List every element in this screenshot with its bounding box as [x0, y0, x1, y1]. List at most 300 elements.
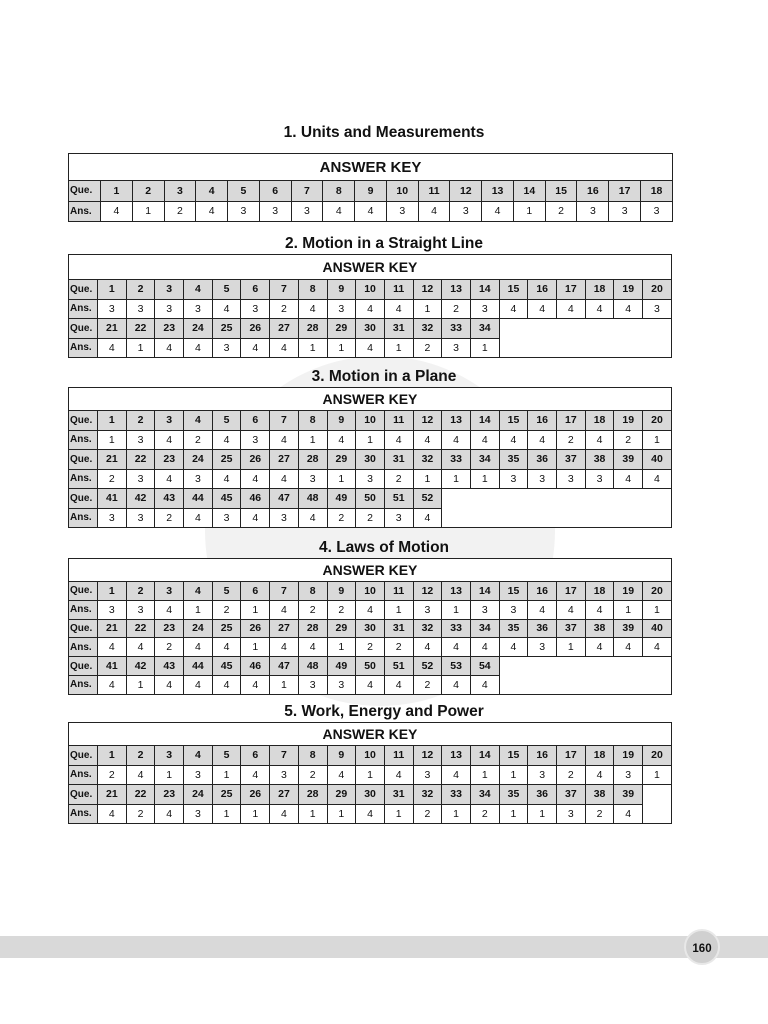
answer-cell: 4 — [356, 600, 385, 619]
question-number-cell: 30 — [356, 619, 385, 638]
answer-cell: 1 — [98, 430, 127, 450]
question-number-cell: 26 — [241, 450, 270, 470]
question-number-cell: 4 — [184, 582, 213, 601]
question-row-label: Que. — [69, 746, 98, 766]
question-number-cell: 35 — [499, 619, 528, 638]
question-number-cell: 9 — [355, 181, 387, 202]
question-number-cell: 51 — [384, 489, 413, 509]
answer-cell: 4 — [585, 765, 614, 785]
answer-cell: 1 — [270, 675, 299, 694]
question-row — [69, 319, 672, 339]
question-number-cell: 4 — [196, 181, 228, 202]
answer-cell: 3 — [184, 469, 213, 489]
answer-cell: 2 — [212, 600, 241, 619]
question-number-cell: 15 — [499, 280, 528, 300]
question-number-cell: 38 — [585, 785, 614, 805]
question-number-cell: 38 — [585, 619, 614, 638]
answer-key-header: ANSWER KEY — [69, 559, 672, 582]
answer-cell: 4 — [98, 804, 127, 824]
answer-cell: 4 — [413, 508, 442, 528]
answer-cell: 1 — [557, 638, 586, 657]
answer-cell: 3 — [212, 508, 241, 528]
question-number-cell: 38 — [585, 450, 614, 470]
question-number-cell: 15 — [545, 181, 577, 202]
answer-cell: 1 — [442, 804, 471, 824]
question-number-cell: 17 — [557, 582, 586, 601]
question-number-cell: 31 — [384, 319, 413, 339]
answer-cell: 4 — [614, 804, 643, 824]
answer-cell: 3 — [499, 469, 528, 489]
question-number-cell: 28 — [298, 785, 327, 805]
answer-cell: 4 — [384, 299, 413, 319]
answer-cell: 4 — [614, 299, 643, 319]
answer-cell: 4 — [270, 430, 299, 450]
question-number-cell: 28 — [298, 619, 327, 638]
question-number-cell: 28 — [298, 319, 327, 339]
question-number-cell: 41 — [98, 657, 127, 676]
answer-cell: 2 — [356, 638, 385, 657]
answer-cell: 4 — [643, 638, 672, 657]
question-number-cell: 50 — [356, 489, 385, 509]
answer-cell: 4 — [184, 338, 213, 358]
answer-cell: 4 — [499, 299, 528, 319]
question-number-cell: 49 — [327, 657, 356, 676]
answer-cell: 3 — [126, 299, 155, 319]
answer-cell: 4 — [470, 675, 499, 694]
question-number-cell: 3 — [164, 181, 196, 202]
answer-cell: 4 — [557, 600, 586, 619]
answer-cell: 4 — [270, 638, 299, 657]
answer-cell: 3 — [470, 600, 499, 619]
answer-cell: 4 — [101, 201, 133, 222]
question-number-cell: 53 — [442, 657, 471, 676]
question-number-cell: 54 — [470, 657, 499, 676]
answer-cell: 4 — [384, 430, 413, 450]
answer-row-label: Ans. — [69, 765, 98, 785]
question-number-cell: 8 — [298, 280, 327, 300]
question-number-cell: 10 — [386, 181, 418, 202]
answer-cell: 1 — [126, 338, 155, 358]
answer-cell: 4 — [98, 675, 127, 694]
question-row-label: Que. — [69, 450, 98, 470]
answer-cell: 1 — [643, 430, 672, 450]
question-number-cell: 26 — [241, 785, 270, 805]
question-number-cell: 14 — [513, 181, 545, 202]
answer-cell: 3 — [259, 201, 291, 222]
answer-cell: 4 — [356, 804, 385, 824]
question-number-cell: 5 — [212, 411, 241, 431]
question-number-cell: 7 — [291, 181, 323, 202]
question-row — [69, 411, 672, 431]
question-number-cell: 33 — [442, 319, 471, 339]
question-number-cell: 7 — [270, 746, 299, 766]
answer-cell: 3 — [641, 201, 673, 222]
answer-cell: 3 — [499, 600, 528, 619]
question-number-cell: 19 — [614, 280, 643, 300]
answer-cell: 4 — [155, 469, 184, 489]
question-number-cell: 14 — [470, 411, 499, 431]
question-row-label: Que. — [69, 657, 98, 676]
footer-bar — [0, 936, 768, 958]
question-number-cell: 17 — [557, 280, 586, 300]
question-number-cell: 9 — [327, 411, 356, 431]
question-number-cell: 6 — [241, 746, 270, 766]
section-title: 2. Motion in a Straight Line — [284, 235, 484, 252]
answer-cell: 1 — [327, 638, 356, 657]
answer-cell: 1 — [184, 600, 213, 619]
question-number-cell: 11 — [384, 746, 413, 766]
answer-cell: 3 — [228, 201, 260, 222]
answer-cell: 3 — [413, 765, 442, 785]
answer-cell: 2 — [356, 508, 385, 528]
question-number-cell: 25 — [212, 785, 241, 805]
answer-cell: 1 — [132, 201, 164, 222]
answer-cell: 4 — [614, 469, 643, 489]
question-number-cell: 45 — [212, 489, 241, 509]
answer-cell: 3 — [184, 804, 213, 824]
question-number-cell: 32 — [413, 319, 442, 339]
question-number-cell: 37 — [557, 619, 586, 638]
question-number-cell: 26 — [241, 319, 270, 339]
question-row — [69, 746, 672, 766]
question-number-cell: 17 — [557, 746, 586, 766]
question-number-cell: 20 — [643, 582, 672, 601]
question-number-cell: 8 — [298, 746, 327, 766]
answer-cell: 2 — [184, 430, 213, 450]
answer-cell: 4 — [184, 638, 213, 657]
answer-cell: 2 — [384, 469, 413, 489]
answer-cell: 4 — [298, 299, 327, 319]
question-number-cell: 24 — [184, 450, 213, 470]
answer-cell: 1 — [241, 600, 270, 619]
answer-key-table — [68, 153, 673, 222]
answer-cell: 4 — [327, 430, 356, 450]
question-number-cell: 13 — [442, 411, 471, 431]
answer-cell: 2 — [155, 638, 184, 657]
answer-cell: 4 — [418, 201, 450, 222]
question-number-cell: 30 — [356, 785, 385, 805]
answer-cell: 4 — [442, 765, 471, 785]
answer-cell: 2 — [327, 600, 356, 619]
question-number-cell: 3 — [155, 582, 184, 601]
answer-cell: 1 — [470, 469, 499, 489]
answer-cell: 3 — [356, 469, 385, 489]
question-number-cell: 20 — [643, 746, 672, 766]
question-number-cell: 42 — [126, 489, 155, 509]
answer-cell: 4 — [528, 430, 557, 450]
answer-cell: 1 — [499, 804, 528, 824]
question-number-cell: 10 — [356, 582, 385, 601]
answer-cell: 1 — [298, 430, 327, 450]
answer-cell: 3 — [609, 201, 641, 222]
answer-cell: 4 — [212, 638, 241, 657]
answer-cell: 1 — [327, 338, 356, 358]
question-number-cell: 7 — [270, 411, 299, 431]
answer-cell: 1 — [643, 600, 672, 619]
question-number-cell: 16 — [528, 280, 557, 300]
question-number-cell: 47 — [270, 489, 299, 509]
answer-cell: 3 — [528, 469, 557, 489]
question-number-cell: 15 — [499, 582, 528, 601]
answer-cell: 4 — [241, 469, 270, 489]
answer-cell: 3 — [270, 765, 299, 785]
question-row-label: Que. — [69, 619, 98, 638]
answer-cell: 4 — [155, 675, 184, 694]
question-row-label: Que. — [69, 489, 98, 509]
question-number-cell: 29 — [327, 785, 356, 805]
answer-cell: 4 — [212, 299, 241, 319]
answer-cell: 2 — [470, 804, 499, 824]
answer-row-label: Ans. — [69, 299, 98, 319]
question-number-cell: 49 — [327, 489, 356, 509]
answer-cell: 3 — [98, 600, 127, 619]
answer-cell: 4 — [585, 638, 614, 657]
question-number-cell: 40 — [643, 619, 672, 638]
answer-cell: 3 — [327, 675, 356, 694]
answer-cell: 1 — [241, 638, 270, 657]
question-row-label: Que. — [69, 181, 101, 202]
answer-cell: 4 — [585, 600, 614, 619]
answer-cell: 1 — [384, 600, 413, 619]
answer-cell: 4 — [442, 675, 471, 694]
question-number-cell: 5 — [212, 280, 241, 300]
answer-cell: 2 — [327, 508, 356, 528]
question-number-cell: 23 — [155, 619, 184, 638]
question-number-cell: 8 — [323, 181, 355, 202]
answer-cell: 3 — [327, 299, 356, 319]
answer-cell: 4 — [270, 338, 299, 358]
answer-row-label: Ans. — [69, 430, 98, 450]
question-number-cell: 30 — [356, 319, 385, 339]
question-number-cell: 10 — [356, 411, 385, 431]
answer-cell: 3 — [386, 201, 418, 222]
answer-cell: 2 — [557, 430, 586, 450]
answer-cell: 4 — [298, 508, 327, 528]
answer-cell: 1 — [298, 804, 327, 824]
question-number-cell: 18 — [585, 746, 614, 766]
answer-key-header: ANSWER KEY — [69, 723, 672, 746]
answer-cell: 2 — [298, 765, 327, 785]
answer-cell: 1 — [212, 765, 241, 785]
answer-row-label: Ans. — [69, 469, 98, 489]
question-number-cell: 24 — [184, 319, 213, 339]
answer-cell: 4 — [126, 638, 155, 657]
question-number-cell: 25 — [212, 319, 241, 339]
question-number-cell: 10 — [356, 280, 385, 300]
answer-row-label: Ans. — [69, 675, 98, 694]
question-number-cell: 32 — [413, 450, 442, 470]
answer-cell: 3 — [557, 804, 586, 824]
answer-cell: 1 — [499, 765, 528, 785]
question-number-cell: 27 — [270, 785, 299, 805]
question-number-cell: 48 — [298, 489, 327, 509]
question-number-cell: 15 — [499, 411, 528, 431]
question-number-cell: 18 — [585, 411, 614, 431]
question-number-cell: 29 — [327, 319, 356, 339]
question-number-cell: 13 — [442, 582, 471, 601]
answer-cell: 1 — [126, 675, 155, 694]
question-number-cell: 16 — [577, 181, 609, 202]
question-row — [69, 280, 672, 300]
answer-cell: 4 — [98, 638, 127, 657]
answer-row — [69, 765, 672, 785]
answer-cell: 3 — [643, 299, 672, 319]
question-row-label: Que. — [69, 785, 98, 805]
question-number-cell: 33 — [442, 619, 471, 638]
answer-cell: 1 — [327, 469, 356, 489]
question-number-cell: 37 — [557, 785, 586, 805]
question-row-label: Que. — [69, 582, 98, 601]
question-number-cell: 26 — [241, 619, 270, 638]
question-number-cell: 18 — [641, 181, 673, 202]
answer-cell: 4 — [499, 638, 528, 657]
question-number-cell: 13 — [482, 181, 514, 202]
answer-key-table — [68, 254, 672, 358]
answer-cell: 3 — [528, 765, 557, 785]
answer-cell: 4 — [528, 600, 557, 619]
answer-cell: 1 — [470, 338, 499, 358]
answer-cell: 4 — [184, 508, 213, 528]
answer-cell: 3 — [470, 299, 499, 319]
answer-cell: 1 — [413, 299, 442, 319]
question-number-cell: 20 — [643, 411, 672, 431]
question-number-cell: 44 — [184, 657, 213, 676]
answer-row-label: Ans. — [69, 508, 98, 528]
question-number-cell: 34 — [470, 319, 499, 339]
question-number-cell: 18 — [585, 280, 614, 300]
answer-cell: 3 — [450, 201, 482, 222]
answer-cell: 3 — [270, 508, 299, 528]
page-number: 160 — [684, 929, 720, 965]
question-number-cell: 22 — [126, 319, 155, 339]
question-number-cell: 24 — [184, 785, 213, 805]
question-number-cell: 44 — [184, 489, 213, 509]
answer-cell: 3 — [384, 508, 413, 528]
answer-cell: 4 — [413, 638, 442, 657]
answer-cell: 1 — [513, 201, 545, 222]
question-number-cell: 4 — [184, 746, 213, 766]
answer-cell: 1 — [212, 804, 241, 824]
question-number-cell: 13 — [442, 280, 471, 300]
answer-cell: 3 — [298, 675, 327, 694]
empty-cell — [442, 489, 672, 528]
question-number-cell: 36 — [528, 785, 557, 805]
question-number-cell: 14 — [470, 582, 499, 601]
answer-cell: 1 — [298, 338, 327, 358]
answer-cell: 3 — [212, 338, 241, 358]
answer-row-label: Ans. — [69, 201, 101, 222]
answer-cell: 4 — [155, 804, 184, 824]
answer-cell: 2 — [155, 508, 184, 528]
question-number-cell: 11 — [384, 411, 413, 431]
answer-cell: 4 — [528, 299, 557, 319]
question-number-cell: 9 — [327, 280, 356, 300]
question-number-cell: 2 — [132, 181, 164, 202]
answer-cell: 3 — [614, 765, 643, 785]
question-number-cell: 23 — [155, 319, 184, 339]
answer-cell: 1 — [528, 804, 557, 824]
answer-cell: 4 — [212, 430, 241, 450]
answer-cell: 2 — [384, 638, 413, 657]
answer-cell: 2 — [126, 804, 155, 824]
section-title: 4. Laws of Motion — [318, 539, 450, 556]
question-number-cell: 47 — [270, 657, 299, 676]
answer-cell: 4 — [499, 430, 528, 450]
question-number-cell: 52 — [413, 489, 442, 509]
answer-cell: 4 — [212, 675, 241, 694]
answer-row-label: Ans. — [69, 600, 98, 619]
question-number-cell: 22 — [126, 785, 155, 805]
answer-cell: 4 — [323, 201, 355, 222]
question-number-cell: 3 — [155, 411, 184, 431]
question-number-cell: 1 — [98, 280, 127, 300]
answer-cell: 4 — [585, 299, 614, 319]
answer-cell: 3 — [291, 201, 323, 222]
answer-cell: 3 — [155, 299, 184, 319]
answer-cell: 3 — [98, 299, 127, 319]
question-number-cell: 43 — [155, 657, 184, 676]
question-number-cell: 27 — [270, 450, 299, 470]
question-number-cell: 39 — [614, 450, 643, 470]
question-number-cell: 36 — [528, 450, 557, 470]
question-row — [69, 785, 672, 805]
answer-cell: 2 — [270, 299, 299, 319]
answer-cell: 3 — [126, 508, 155, 528]
question-number-cell: 37 — [557, 450, 586, 470]
answer-cell: 2 — [442, 299, 471, 319]
question-number-cell: 4 — [184, 280, 213, 300]
answer-cell: 2 — [614, 430, 643, 450]
answer-cell: 4 — [384, 765, 413, 785]
answer-cell: 1 — [643, 765, 672, 785]
answer-cell: 1 — [413, 469, 442, 489]
question-number-cell: 12 — [413, 746, 442, 766]
answer-cell: 2 — [413, 675, 442, 694]
question-number-cell: 27 — [270, 319, 299, 339]
answer-cell: 3 — [126, 430, 155, 450]
question-number-cell: 5 — [228, 181, 260, 202]
question-number-cell: 14 — [470, 280, 499, 300]
answer-row — [69, 201, 673, 222]
question-number-cell: 35 — [499, 785, 528, 805]
question-number-cell: 19 — [614, 746, 643, 766]
answer-cell: 4 — [413, 430, 442, 450]
answer-cell: 4 — [270, 804, 299, 824]
question-number-cell: 25 — [212, 450, 241, 470]
answer-cell: 1 — [384, 804, 413, 824]
answer-cell: 2 — [98, 765, 127, 785]
question-number-cell: 21 — [98, 319, 127, 339]
question-number-cell: 32 — [413, 785, 442, 805]
empty-cell — [499, 657, 671, 695]
answer-cell: 2 — [545, 201, 577, 222]
answer-cell: 4 — [470, 638, 499, 657]
question-number-cell: 16 — [528, 746, 557, 766]
question-number-cell: 18 — [585, 582, 614, 601]
question-number-cell: 11 — [384, 582, 413, 601]
answer-cell: 1 — [356, 430, 385, 450]
answer-cell: 1 — [241, 804, 270, 824]
question-number-cell: 5 — [212, 582, 241, 601]
question-number-cell: 19 — [614, 411, 643, 431]
question-number-cell: 12 — [413, 582, 442, 601]
question-number-cell: 35 — [499, 450, 528, 470]
question-number-cell: 5 — [212, 746, 241, 766]
question-number-cell: 34 — [470, 785, 499, 805]
answer-cell: 3 — [585, 469, 614, 489]
question-number-cell: 22 — [126, 450, 155, 470]
question-number-cell: 11 — [418, 181, 450, 202]
